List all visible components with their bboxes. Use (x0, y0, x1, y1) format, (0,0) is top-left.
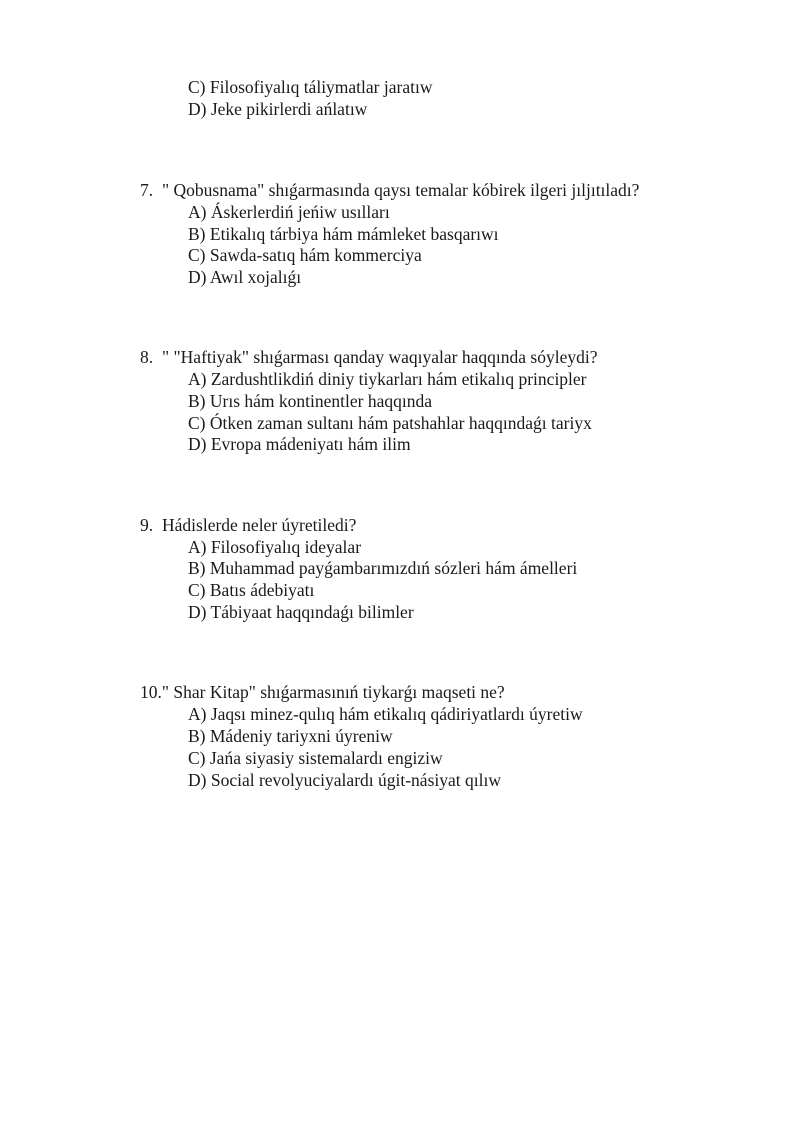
option-d: D) Jeke pikirlerdi ańlatıw (188, 99, 368, 119)
option-c: C) Filosofiyalıq táliymatlar jaratıw (188, 77, 433, 97)
question-number: 7. (140, 180, 154, 200)
option-c: C) Jańa siyasiy sistemalardı engiziw (188, 748, 443, 768)
option-c: C) Batıs ádebiyatı (188, 580, 315, 600)
question-text: " "Haftiyak" shıǵarması qanday waqıyalar haqqında sóyleydi? (162, 347, 598, 367)
option-d: D) Evropa mádeniyatı hám ilim (188, 434, 411, 454)
option-b: B) Urıs hám kontinentler haqqında (188, 391, 432, 411)
question-number: 8. (140, 347, 154, 367)
question-number: 10. (140, 682, 162, 702)
option-d: D) Social revolyuciyalardı úgit-násiyat qılıw (188, 770, 501, 790)
option-b: B) Muhammad payǵambarımızdıń sózleri hám ámelleri (188, 558, 578, 578)
option-d: D) Tábiyaat haqqındaǵı bilimler (188, 602, 414, 622)
question-number: 9. (140, 515, 154, 535)
option-c: C) Sawda-satıq hám kommerciya (188, 245, 422, 265)
option-a: A) Filosofiyalıq ideyalar (188, 537, 362, 557)
option-a: A) Áskerlerdiń jeńiw usılları (188, 202, 390, 222)
question-7 (140, 180, 639, 201)
option-a: A) Jaqsı minez-qulıq hám etikalıq qádiriyatlardı úyretiw (188, 704, 583, 724)
option-a: A) Zardushtlikdiń diniy tiykarları hám etikalıq principler (188, 369, 587, 389)
question-text: " Shar Kitap" shıǵarmasınıń tiykarǵı maqseti ne? (161, 682, 505, 702)
option-b: B) Etikalıq tárbiya hám mámleket basqarıwı (188, 224, 499, 244)
option-b: B) Mádeniy tariyxni úyreniw (188, 726, 393, 746)
option-c: C) Ótken zaman sultanı hám patshahlar haqqındaǵı tariyx (188, 413, 592, 433)
option-d: D) Awıl xojalıǵı (188, 267, 302, 287)
question-text: Hádislerde neler úyretiledi? (162, 515, 357, 535)
question-9 (140, 515, 356, 536)
question-text: " Qobusnama" shıǵarmasında qaysı temalar kóbirek ilgeri jıljıtıladı? (162, 180, 640, 200)
question-10 (140, 682, 505, 703)
question-8 (140, 347, 597, 368)
